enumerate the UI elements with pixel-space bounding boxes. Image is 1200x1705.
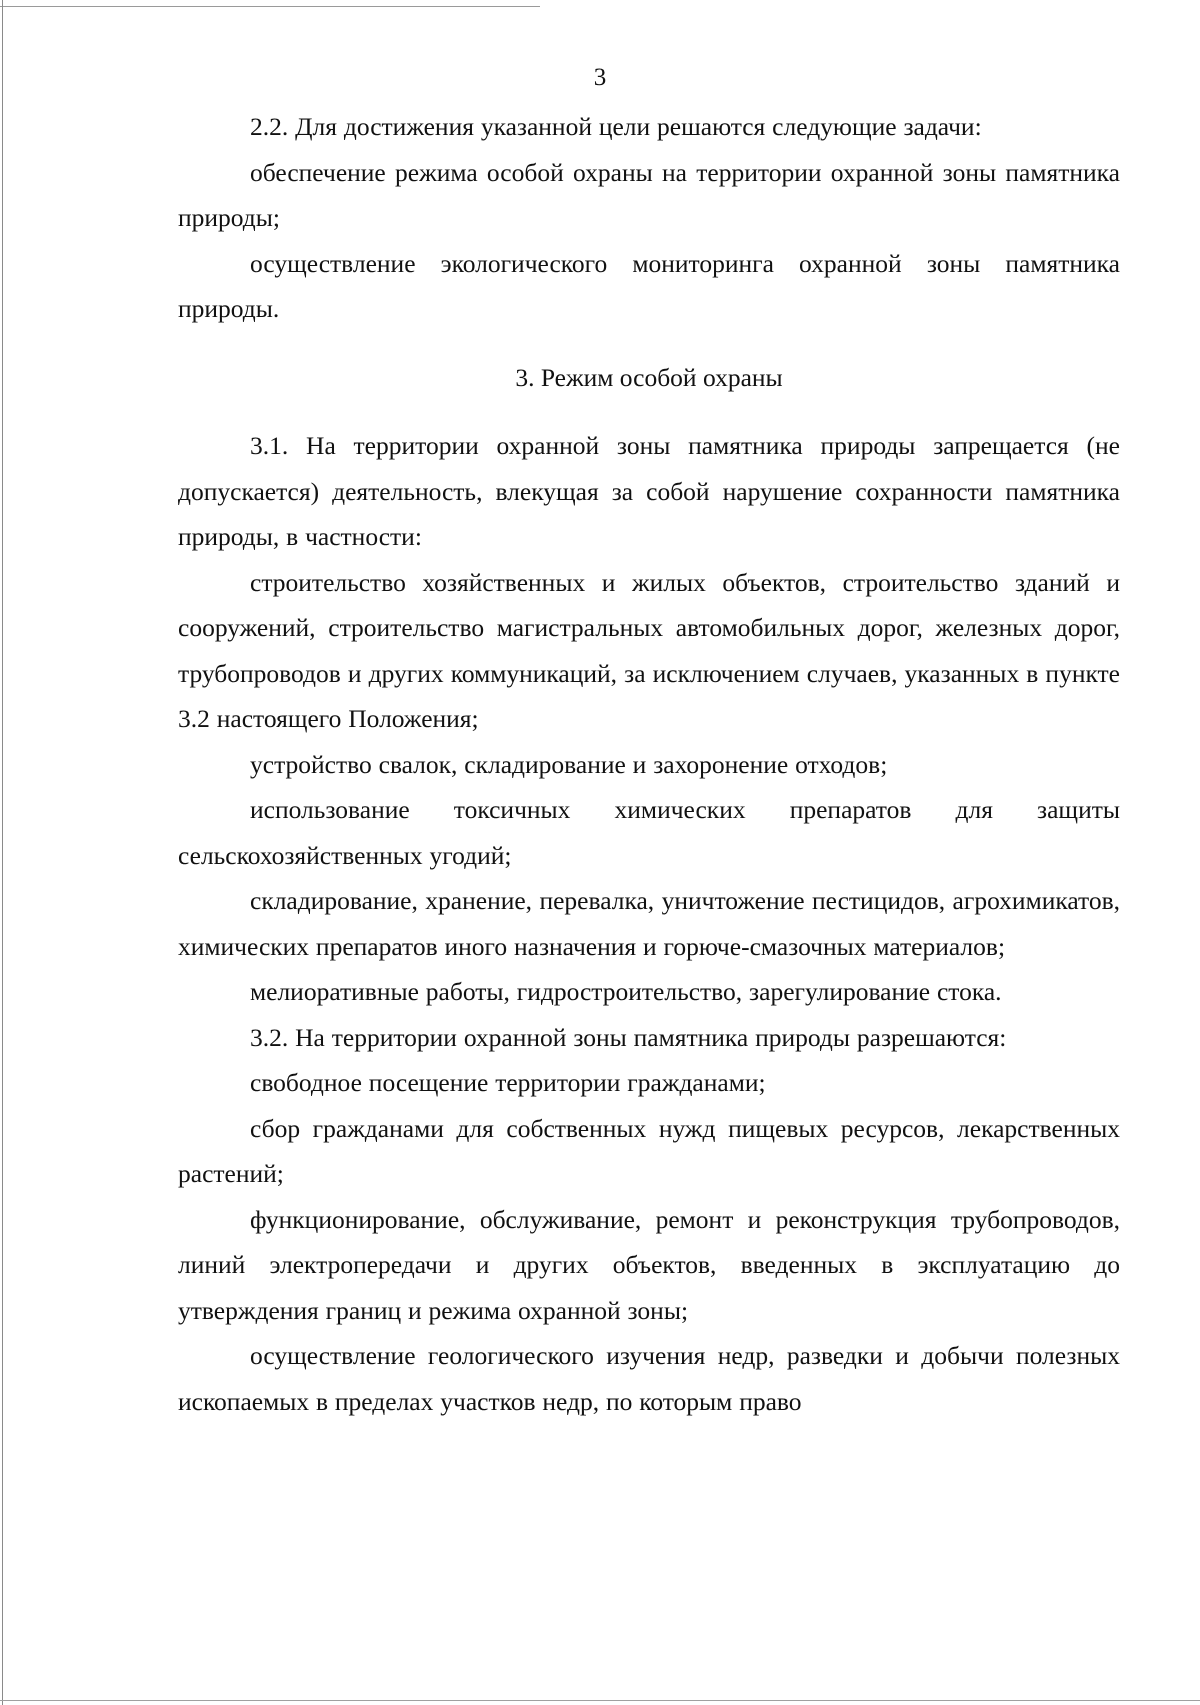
paragraph-allowed-geology: осуществление геологического изучения недр, разведки и добычи полезных ископаемых в пределах участков недр, по которым право — [178, 1341, 1120, 1416]
page-number: 3 — [593, 64, 607, 91]
paragraph-prohibited-construction: строительство хозяйственных и жилых объектов, строительство зданий и сооружений, строительство магистральных автомобильных дорог, железных дорог, трубопроводов и других коммуникаций, за исключением случаев, указанных в пункте 3.2 настоящего Положения; — [178, 567, 1120, 733]
document-body — [178, 104, 1120, 1424]
paragraph-allowed-visits: свободное посещение территории гражданами; — [250, 1068, 766, 1097]
scan-edge-top — [0, 6, 540, 7]
paragraph-2-2-intro: 2.2. Для достижения указанной цели решаются следующие задачи: — [250, 112, 982, 141]
paragraph-task-protection: обеспечение режима особой охраны на территории охранной зоны памятника природы; — [178, 157, 1120, 232]
scan-edge-bottom — [0, 1700, 1200, 1701]
paragraph-allowed-gathering: сбор гражданами для собственных нужд пищевых ресурсов, лекарственных растений; — [178, 1113, 1120, 1188]
paragraph-prohibited-melioration: мелиоративные работы, гидростроительство, зарегулирование стока. — [250, 977, 1002, 1006]
paragraph-allowed-maintenance: функционирование, обслуживание, ремонт и реконструкция трубопроводов, линий электропередачи и других объектов, введенных в эксплуатацию до утверждения границ и режима охранной зоны; — [178, 1204, 1120, 1325]
scan-edge-left — [2, 0, 3, 1705]
paragraph-prohibited-storage: складирование, хранение, перевалка, уничтожение пестицидов, агрохимикатов, химических препаратов иного назначения и горюче-смазочных материалов; — [178, 886, 1120, 961]
paragraph-3-1-intro: 3.1. На территории охранной зоны памятника природы запрещается (не допускается) деятельность, влекущая за собой нарушение сохранности памятника природы, в частности: — [178, 431, 1120, 551]
paragraph-prohibited-dumps: устройство свалок, складирование и захоронение отходов; — [250, 749, 888, 779]
paragraph-task-monitoring: осуществление экологического мониторинга охранной зоны памятника природы. — [178, 248, 1120, 323]
paragraph-prohibited-chemicals: использование токсичных химических препаратов для защиты сельскохозяйственных угодий; — [178, 795, 1120, 870]
section-heading-3: 3. Режим особой охраны — [515, 362, 783, 392]
paragraph-3-2-intro: 3.2. На территории охранной зоны памятника природы разрешаются: — [250, 1022, 1007, 1052]
